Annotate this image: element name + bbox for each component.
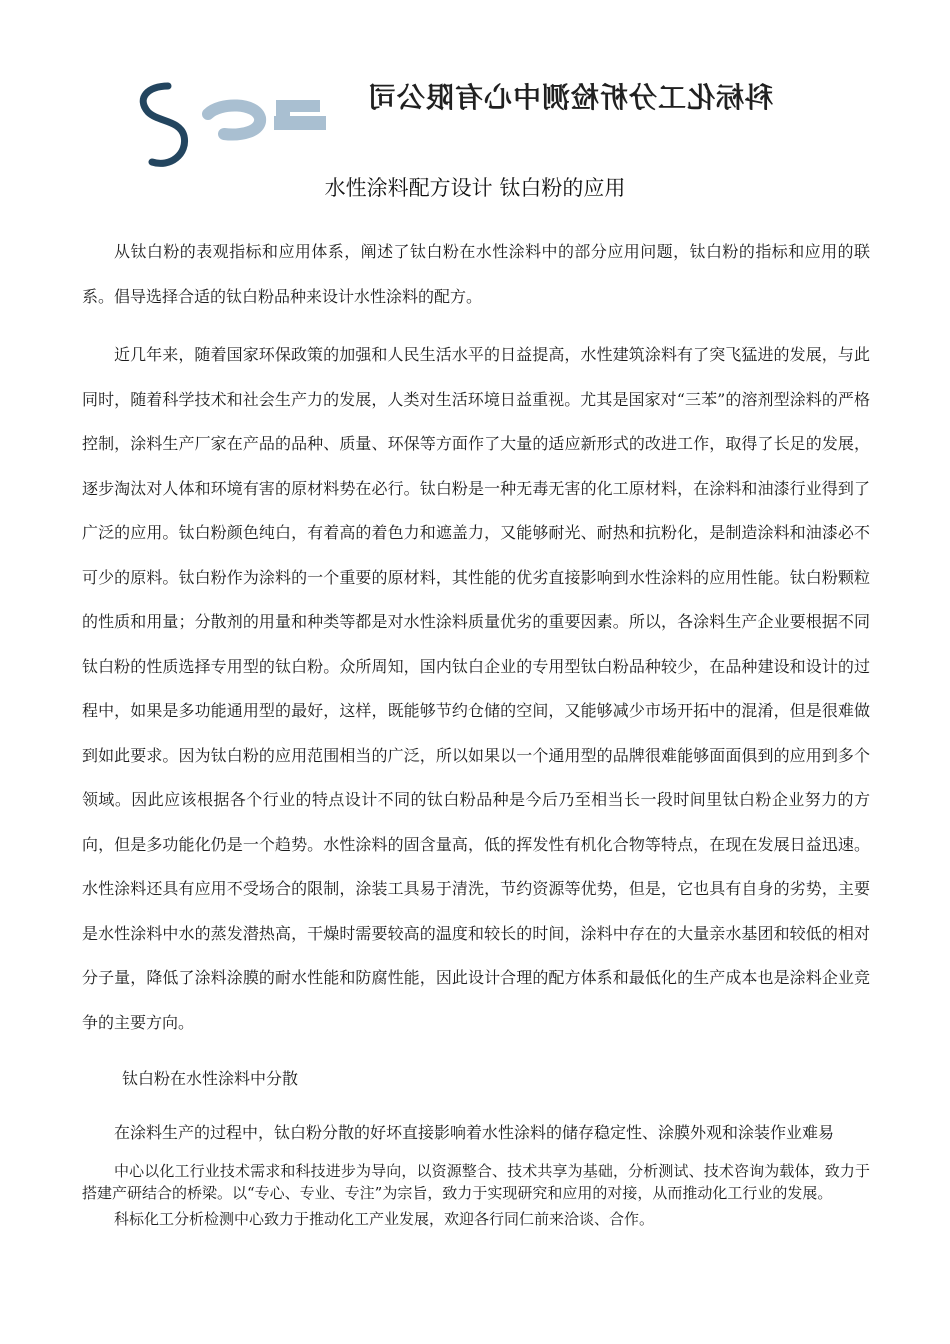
section-heading: 钛白粉在水性涂料中分散 [122,1069,299,1088]
footer-notice [82,1160,870,1230]
logo-s-stroke [143,86,184,163]
abstract-paragraph: 从钛白粉的表观指标和应用体系，阐述了钛白粉在水性涂料中的部分应用问题，钛白粉的指标和应用的联系。倡导选择合适的钛白粉品种来设计水性涂料的配方。 [82,242,870,306]
logo-t-stem-v [276,100,290,130]
company-name: 科标化工分析检测中心有限公司 [367,81,774,114]
footer-line-1: 中心以化工行业技术需求和科技进步为导向，以资源整合、技术共享为基础，分析测试、技术咨询为载体，致力于搭建产研结合的桥梁。以“专心、专业、专注”为宗旨，致力于实现研究和应用的对接，从而推动化工行业的发展。 [82,1162,870,1202]
logo-c-stroke [208,105,260,134]
document-body [82,230,870,1155]
letterhead [120,72,820,172]
section-paragraph: 在涂料生产的过程中，钛白粉分散的好坏直接影响着水性涂料的储存稳定性、涂膜外观和涂装作业难易 [114,1123,835,1142]
document-title: 水性涂料配方设计 钛白粉的应用 [324,176,626,200]
body-paragraph: 近几年来，随着国家环保政策的加强和人民生活水平的日益提高，水性建筑涂料有了突飞猛进的发展，与此同时，随着科学技术和社会生产力的发展，人类对生活环境日益重视。尤其是国家对“三苯”的溶剂型涂料的严格控制，涂料生产厂家在产品的品种、质量、环保等方面作了大量的适应新形式的改进工作，取得了长足的发展，逐步淘汰对人体和环境有害的原材料势在必行。钛白粉是一种无毒无害的化工原材料，在涂料和油漆行业得到了广泛的应用。钛白粉颜色纯白，有着高的着色力和遮盖力，又能够耐光、耐热和抗粉化，是制造涂料和油漆必不可少的原料。钛白粉作为涂料的一个重要的原材料，其性能的优劣直接影响到水性涂料的应用性能。钛白粉颗粒的性质和用量；分散剂的用量和种类等都是对水性涂料质量优劣的重要因素。所以，各涂料生产企业要根据不同钛白粉的性质选择专用型的钛白粉。众所周知，国内钛白企业的专用型钛白粉品种较少，在品种建设和设计的过程中，如果是多功能通用型的最好，这样，既能够节约仓储的空间，又能够减少市场开拓中的混淆，但是很难做到如此要求。因为钛白粉的应用范围相当的广泛，所以如果以一个通用型的品牌很难能够面面俱到的应用到多个领域。因此应该根据各个行业的特点设计不同的钛白粉品种是今后乃至相当长一段时间里钛白粉企业努力的方向，但是多功能化仍是一个趋势。水性涂料的固含量高，低的挥发性有机化合物等特点，在现在发展日益迅速。水性涂料还具有应用不受场合的限制，涂装工具易于清洗，节约资源等优势，但是，它也具有自身的劣势，主要是水性涂料中水的蒸发潜热高，干燥时需要较高的温度和较长的时间，涂料中存在的大量亲水基团和较低的相对分子量，降低了涂料涂膜的耐水性能和防腐性能，因此设计合理的配方体系和最低化的生产成本也是涂料企业竞争的主要方向。 [82,345,870,1032]
footer-line-2: 科标化工分析检测中心致力于推动化工产业发展，欢迎各行同仁前来洽谈、合作。 [114,1210,655,1228]
sct-logo [128,76,328,172]
